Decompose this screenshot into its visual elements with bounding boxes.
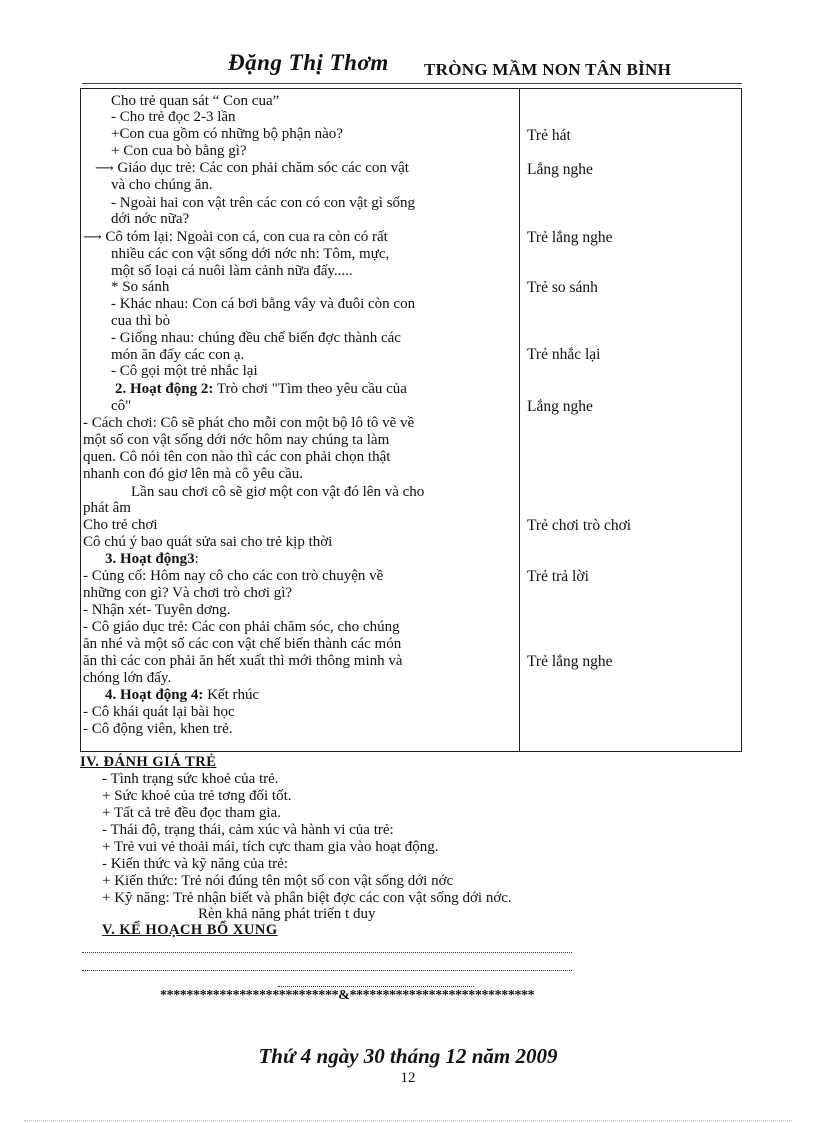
table-line: ⟶ Giáo dục trẻ: Các con phải chăm sóc các con vật: [95, 160, 409, 176]
table-line: - Cô khái quát lại bài học: [83, 704, 235, 720]
table-line: quen. Cô nói tên con nào thì các con phải chọn thật: [83, 449, 391, 465]
table-line: - Cô giáo dục trẻ: Các con phải chăm sóc, cho chúng: [83, 619, 400, 635]
author-signature: Đặng Thị Thơm: [228, 50, 389, 75]
table-line: dới nớc nữa?: [111, 211, 190, 227]
column-divider: [519, 89, 520, 751]
child-activity: Trẻ nhắc lại: [527, 346, 601, 363]
section-evaluation-title: IV. ĐÁNH GIÁ TRẺ: [80, 754, 217, 770]
star-divider: ***************************&****************************: [160, 988, 535, 1003]
table-line: ăn nhé và một số các con vật chế biến thành các món: [83, 636, 402, 652]
table-line: chóng lớn đấy.: [83, 670, 172, 686]
dotted-line: [278, 986, 474, 987]
child-activity: Lắng nghe: [527, 161, 593, 178]
table-line: ⟶ Cô tóm lại: Ngoài con cá, con cua ra còn có rất: [83, 229, 388, 245]
school-name: TRÒNG MẦM NON TÂN BÌNH: [424, 60, 672, 79]
table-line: phát âm: [83, 500, 131, 516]
activity-heading: 4. Hoạt động 4: Kết rhúc: [105, 687, 260, 703]
evaluation-line: + Sức khoẻ của trẻ tơng đối tốt.: [102, 788, 292, 804]
footer-divider: [24, 1120, 792, 1121]
evaluation-line: Rèn khả năng phát triển t duy: [198, 906, 376, 922]
table-line: cô": [111, 398, 132, 414]
table-line: món ăn đấy các con ạ.: [111, 347, 245, 363]
table-line: một số con vật sống dới nớc hôm nay chúng ta làm: [83, 432, 390, 448]
table-line: - Cô động viên, khen trẻ.: [83, 721, 233, 737]
table-line: - Củng cố: Hôm nay cô cho các con trò chuyện về: [83, 568, 384, 584]
table-line: nhiều các con vật sống dới nớc nh: Tôm, mực,: [111, 246, 390, 262]
table-line: - Cách chơi: Cô sẽ phát cho mỗi con một bộ lô tô vẽ về: [83, 415, 415, 431]
table-line: Cho trẻ quan sát “ Con cua”: [111, 93, 280, 109]
child-activity: Trẻ trả lời: [527, 568, 589, 585]
table-line: - Ngoài hai con vật trên các con có con vật gì sống: [111, 195, 416, 211]
table-line: - Khác nhau: Con cá bơi bằng vây và đuôi còn con: [111, 296, 416, 312]
child-activity: Trẻ lắng nghe: [527, 229, 613, 246]
table-line: ăn thì các con phải ăn hết xuất thì mới thông minh và: [83, 653, 403, 669]
evaluation-line: + Kỹ năng: Trẻ nhận biết và phân biệt đợc các con vật sống dới nớc.: [102, 890, 512, 906]
evaluation-line: + Trẻ vui vẻ thoải mái, tích cực tham gia vào hoạt động.: [102, 839, 439, 855]
table-line: một số loại cá nuôi làm cảnh nữa đấy.....: [111, 263, 353, 279]
child-activity: Lắng nghe: [527, 398, 593, 415]
header-divider: [82, 83, 742, 84]
table-line: + Con cua bò bằng gì?: [111, 143, 247, 159]
table-line: Cho trẻ chơi: [83, 517, 158, 533]
evaluation-line: - Kiến thức và kỹ năng của trẻ:: [102, 856, 288, 872]
table-line: - Cô gọi một trẻ nhắc lại: [111, 363, 258, 379]
evaluation-line: - Tình trạng sức khoẻ của trẻ.: [102, 771, 279, 787]
lesson-activity-table: [80, 88, 742, 752]
dotted-line: [82, 970, 572, 971]
evaluation-line: - Thái độ, trạng thái, cảm xúc và hành vi của trẻ:: [102, 822, 394, 838]
table-line: - Cho trẻ đọc 2-3 lần: [111, 109, 236, 125]
evaluation-line: + Tất cả trẻ đều đọc tham gia.: [102, 805, 281, 821]
table-line: và cho chúng ăn.: [111, 177, 213, 193]
child-activity: Trẻ lắng nghe: [527, 653, 613, 670]
evaluation-line: + Kiến thức: Trẻ nói đúng tên một số con vật sống dới nớc: [102, 873, 454, 889]
page-number: 12: [400, 1070, 416, 1086]
table-line: - Giống nhau: chúng đều chế biến đợc thành các: [111, 330, 401, 346]
right-arrow-icon: ⟶: [83, 229, 102, 244]
right-arrow-icon: ⟶: [95, 160, 114, 175]
section-plan-title: V. KẾ HOẠCH BỔ XUNG: [102, 922, 278, 938]
table-line: nhanh con đó giơ lên mà cô yêu cầu.: [83, 466, 303, 482]
table-line: Cô chú ý bao quát sửa sai cho trẻ kịp thời: [83, 534, 333, 550]
table-line: Lần sau chơi cô sẽ giơ một con vật đó lên và cho: [131, 484, 425, 500]
table-line: +Con cua gồm có những bộ phận nào?: [111, 126, 343, 142]
date-line: Thứ 4 ngày 30 tháng 12 năm 2009: [258, 1044, 558, 1068]
child-activity: Trẻ hát: [527, 127, 571, 144]
dotted-line: [82, 952, 572, 953]
table-line: những con gì? Và chơi trò chơi gì?: [83, 585, 293, 601]
activity-heading: 2. Hoạt động 2: Trò chơi "Tìm theo yêu cầu của: [115, 381, 407, 397]
table-line: cua thì bò: [111, 313, 171, 329]
activity-heading: 3. Hoạt động3:: [105, 551, 199, 567]
table-line: * So sánh: [111, 279, 170, 295]
table-line: - Nhận xét- Tuyên dơng.: [83, 602, 231, 618]
child-activity: Trẻ so sánh: [527, 279, 598, 296]
child-activity: Trẻ chơi trò chơi: [527, 517, 632, 534]
